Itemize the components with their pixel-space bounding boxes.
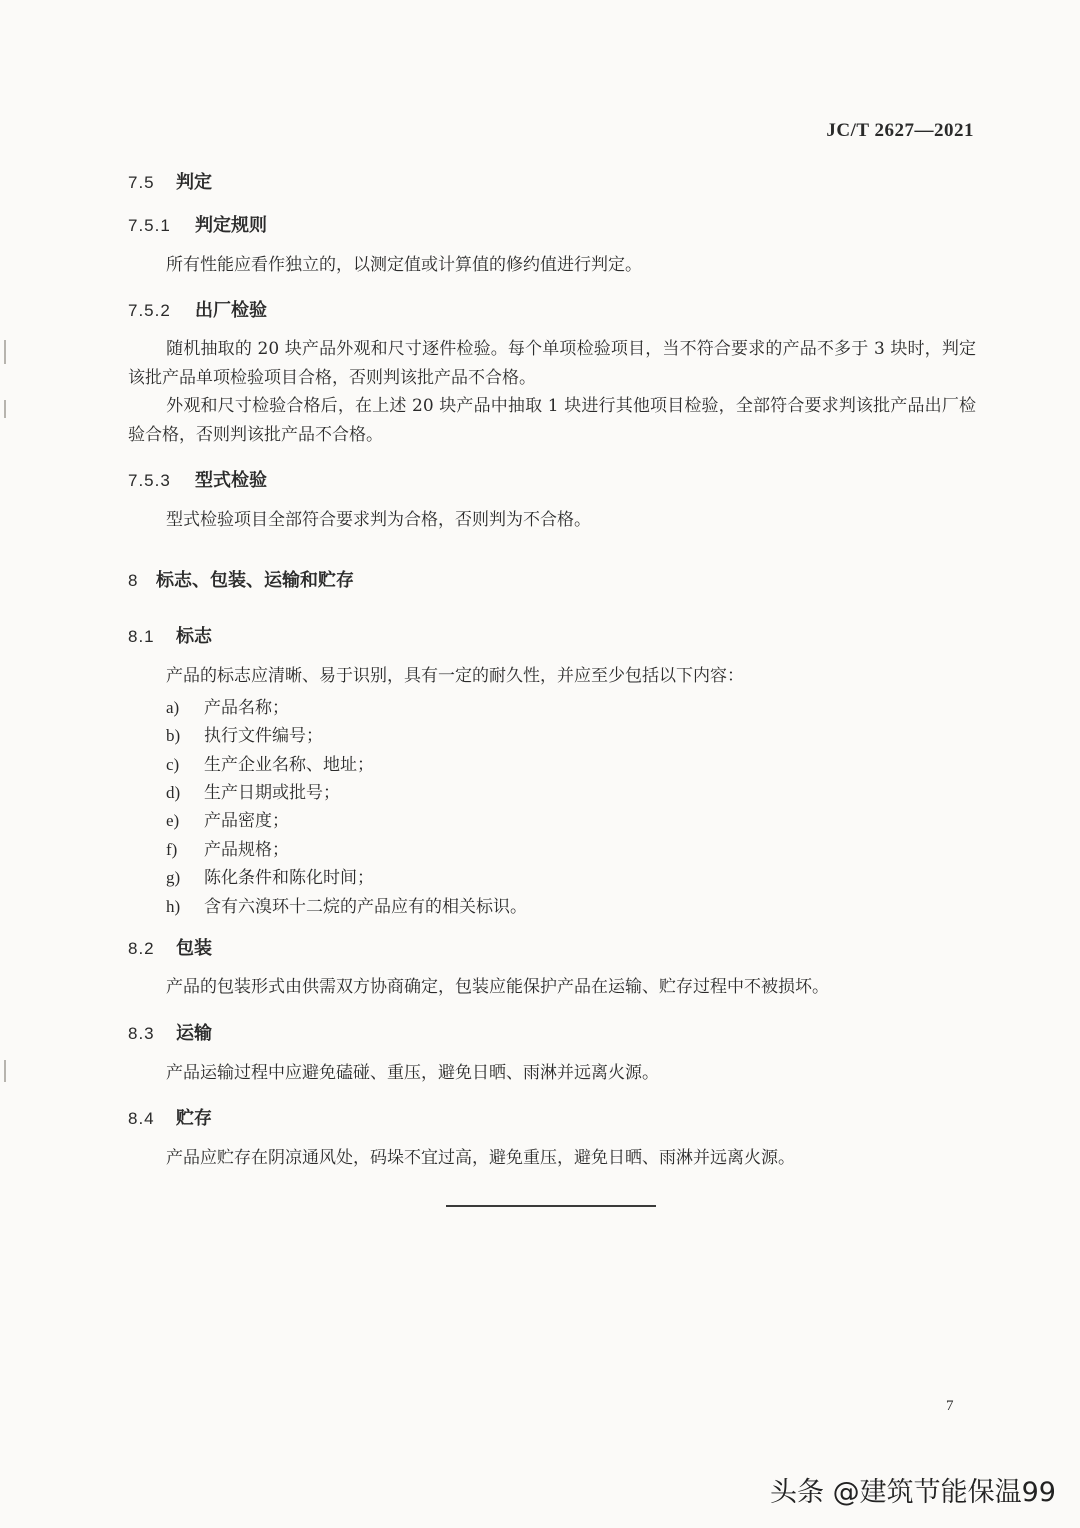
list-item: e) 产品密度； [166, 811, 289, 831]
section-number: 7.5 [128, 173, 155, 192]
section-title: 型式检验 [195, 470, 267, 491]
section-title: 标志、包装、运输和贮存 [156, 570, 354, 591]
section-title: 包装 [176, 938, 212, 959]
section-number: 8.3 [128, 1024, 155, 1043]
section-8-4-text: 产品应贮存在阴凉通风处，码垛不宜过高，避免重压，避免日晒、雨淋并远离火源。 [166, 1148, 795, 1168]
page-number: 7 [946, 1398, 954, 1414]
section-number: 7.5.3 [128, 471, 171, 490]
section-title: 运输 [176, 1023, 212, 1044]
list-item: f) 产品规格； [166, 840, 289, 860]
scan-edge-mark [4, 1060, 6, 1082]
section-8-heading [128, 566, 354, 592]
watermark-text: 头条 @建筑节能保温99 [770, 1477, 1056, 1508]
section-8-1-intro: 产品的标志应清晰、易于识别，具有一定的耐久性，并应至少包括以下内容： [166, 666, 744, 686]
section-7-5-3-heading [128, 466, 267, 492]
section-title: 贮存 [176, 1108, 212, 1129]
list-item: b) 执行文件编号； [166, 726, 323, 746]
section-7-5-3-text: 型式检验项目全部符合要求判为合格，否则判为不合格。 [166, 510, 591, 530]
list-item: a) 产品名称； [166, 698, 289, 718]
section-8-3-text: 产品运输过程中应避免磕碰、重压，避免日晒、雨淋并远离火源。 [166, 1063, 659, 1083]
section-7-5-2-heading [128, 296, 267, 322]
scan-edge-mark [4, 400, 6, 418]
list-item: h) 含有六溴环十二烷的产品应有的相关标识。 [166, 897, 527, 917]
list-item: g) 陈化条件和陈化时间； [166, 868, 374, 888]
section-7-5-heading [128, 168, 212, 194]
section-number: 7.5.2 [128, 301, 171, 320]
section-8-4-heading [128, 1104, 212, 1130]
section-7-5-1-heading [128, 211, 267, 237]
scan-edge-mark [4, 340, 6, 364]
section-number: 8 [128, 571, 139, 590]
section-7-5-1-text: 所有性能应看作独立的，以测定值或计算值的修约值进行判定。 [166, 255, 642, 275]
section-8-3-heading [128, 1019, 212, 1045]
section-number: 8.2 [128, 939, 155, 958]
list-item: c) 生产企业名称、地址； [166, 755, 374, 775]
section-title: 判定 [176, 172, 212, 193]
section-number: 8.4 [128, 1109, 155, 1128]
section-title: 出厂检验 [195, 300, 267, 321]
list-item: d) 生产日期或批号； [166, 783, 340, 803]
section-8-1-heading [128, 622, 212, 648]
standard-code: JC/T 2627—2021 [826, 120, 974, 141]
section-title: 标志 [176, 626, 212, 647]
section-number: 8.1 [128, 627, 155, 646]
section-7-5-2-paragraph-1: 随机抽取的 20 块产品外观和尺寸逐件检验。每个单项检验项目，当不符合要求的产品不多于 3 块时，判定该批产品单项检验项目合格，否则判该批产品不合格。 [128, 339, 976, 388]
section-8-2-heading [128, 934, 212, 960]
section-8-2-text: 产品的包装形式由供需双方协商确定，包装应能保护产品在运输、贮存过程中不被损坏。 [166, 977, 829, 997]
end-of-document-rule [446, 1205, 656, 1207]
section-title: 判定规则 [195, 215, 267, 236]
section-7-5-2-paragraph-2: 外观和尺寸检验合格后，在上述 20 块产品中抽取 1 块进行其他项目检验，全部符合要求判该批产品出厂检验合格，否则判该批产品不合格。 [128, 396, 976, 445]
section-number: 7.5.1 [128, 216, 171, 235]
